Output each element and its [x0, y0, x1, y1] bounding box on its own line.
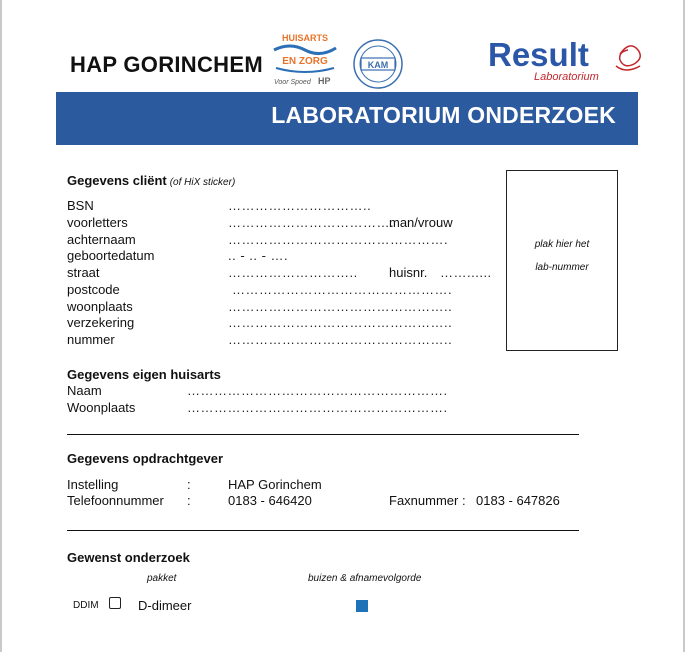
field-label-nummer: nummer — [67, 332, 115, 347]
logo-result-name: Result — [488, 36, 589, 73]
field-label-huisarts-woonplaats: Woonplaats — [67, 400, 136, 415]
svg-text:HP: HP — [318, 76, 331, 86]
telefoon-value: 0183 - 646420 — [228, 493, 312, 508]
org-name: HAP GORINCHEM — [70, 52, 263, 77]
logo-kam-text: KAM — [367, 60, 389, 70]
telefoon-label: Telefoonnummer — [67, 493, 164, 508]
section-divider — [67, 434, 579, 435]
huisnr-label: huisnr. — [389, 265, 428, 280]
lab-sticker-box[interactable] — [506, 170, 618, 351]
field-label-straat: straat — [67, 265, 100, 280]
client-section-title — [67, 173, 235, 188]
instelling-colon: : — [187, 477, 191, 492]
blue-tube-swatch — [356, 600, 368, 612]
test-code: DDIM — [73, 600, 99, 611]
field-dots-nummer[interactable]: ………………………………………….. — [228, 332, 453, 347]
d-dimeer-checkbox[interactable] — [109, 597, 121, 609]
test-name: D-dimeer — [138, 598, 192, 613]
field-dots-straat[interactable]: ……………………….. — [228, 265, 358, 280]
col-header-buizen: buizen & afnamevolgorde — [308, 573, 422, 584]
field-dots-verzekering[interactable]: ………………………………………….. — [228, 315, 453, 330]
gender-option[interactable]: man/vrouw — [389, 215, 453, 230]
result-swirl-icon — [616, 46, 640, 70]
huisarts-en-zorg-logo — [270, 28, 340, 90]
logo-hez-line2: EN ZORG — [282, 56, 328, 67]
onderzoek-section-title: Gewenst onderzoek — [67, 550, 190, 565]
sticker-line1: plak hier het — [534, 239, 590, 250]
field-label-achternaam: achternaam — [67, 232, 136, 247]
field-label-voorletters: voorletters — [67, 215, 128, 230]
col-header-pakket: pakket — [147, 573, 177, 584]
field-dots-woonplaats[interactable]: ………………………………………….. — [228, 299, 453, 314]
field-dots-naam[interactable]: …………………………………………………. — [187, 383, 448, 398]
field-dots-huisnr[interactable]: ……...... — [440, 265, 492, 280]
field-label-bsn: BSN — [67, 198, 94, 213]
logo-hez-tagline: Voor Spoed — [274, 79, 311, 86]
field-dots-achternaam[interactable]: …………………………………………. — [228, 232, 449, 247]
kam-seal-logo — [352, 38, 404, 90]
field-dots-geboortedatum[interactable]: .. - .. - …. — [228, 248, 289, 263]
instelling-value: HAP Gorinchem — [228, 477, 322, 492]
title-banner — [56, 92, 638, 145]
fax-label: Faxnummer : — [389, 493, 466, 508]
result-laboratorium-logo — [488, 36, 648, 88]
client-title: Gegevens cliënt — [67, 173, 167, 188]
logo-wave-icon — [274, 46, 336, 54]
field-label-naam: Naam — [67, 383, 102, 398]
telefoon-colon: : — [187, 493, 191, 508]
field-dots-huisarts-woonplaats[interactable]: …………………………………………………. — [187, 400, 448, 415]
logo-hez-line1: HUISARTS — [281, 33, 329, 43]
field-label-postcode: postcode — [67, 282, 120, 297]
field-label-verzekering: verzekering — [67, 315, 135, 330]
instelling-label: Instelling — [67, 477, 119, 492]
field-label-geboortedatum: geboortedatum — [67, 248, 155, 263]
client-note: (of HiX sticker) — [169, 177, 236, 188]
section-divider — [67, 530, 579, 531]
field-dots-postcode[interactable]: …………………………………………. — [232, 282, 453, 297]
opdrachtgever-section-title: Gegevens opdrachtgever — [67, 451, 224, 466]
field-dots-voorletters[interactable]: ………………………………. — [228, 215, 395, 230]
sticker-line2: lab-nummer — [535, 262, 589, 273]
field-dots-bsn[interactable]: ………………………….. — [228, 198, 372, 213]
banner-title: LABORATORIUM ONDERZOEK — [271, 102, 616, 128]
logo-result-sub: Laboratorium — [534, 71, 599, 83]
huisarts-section-title: Gegevens eigen huisarts — [67, 367, 221, 382]
field-label-woonplaats: woonplaats — [67, 299, 133, 314]
fax-value: 0183 - 647826 — [476, 493, 560, 508]
